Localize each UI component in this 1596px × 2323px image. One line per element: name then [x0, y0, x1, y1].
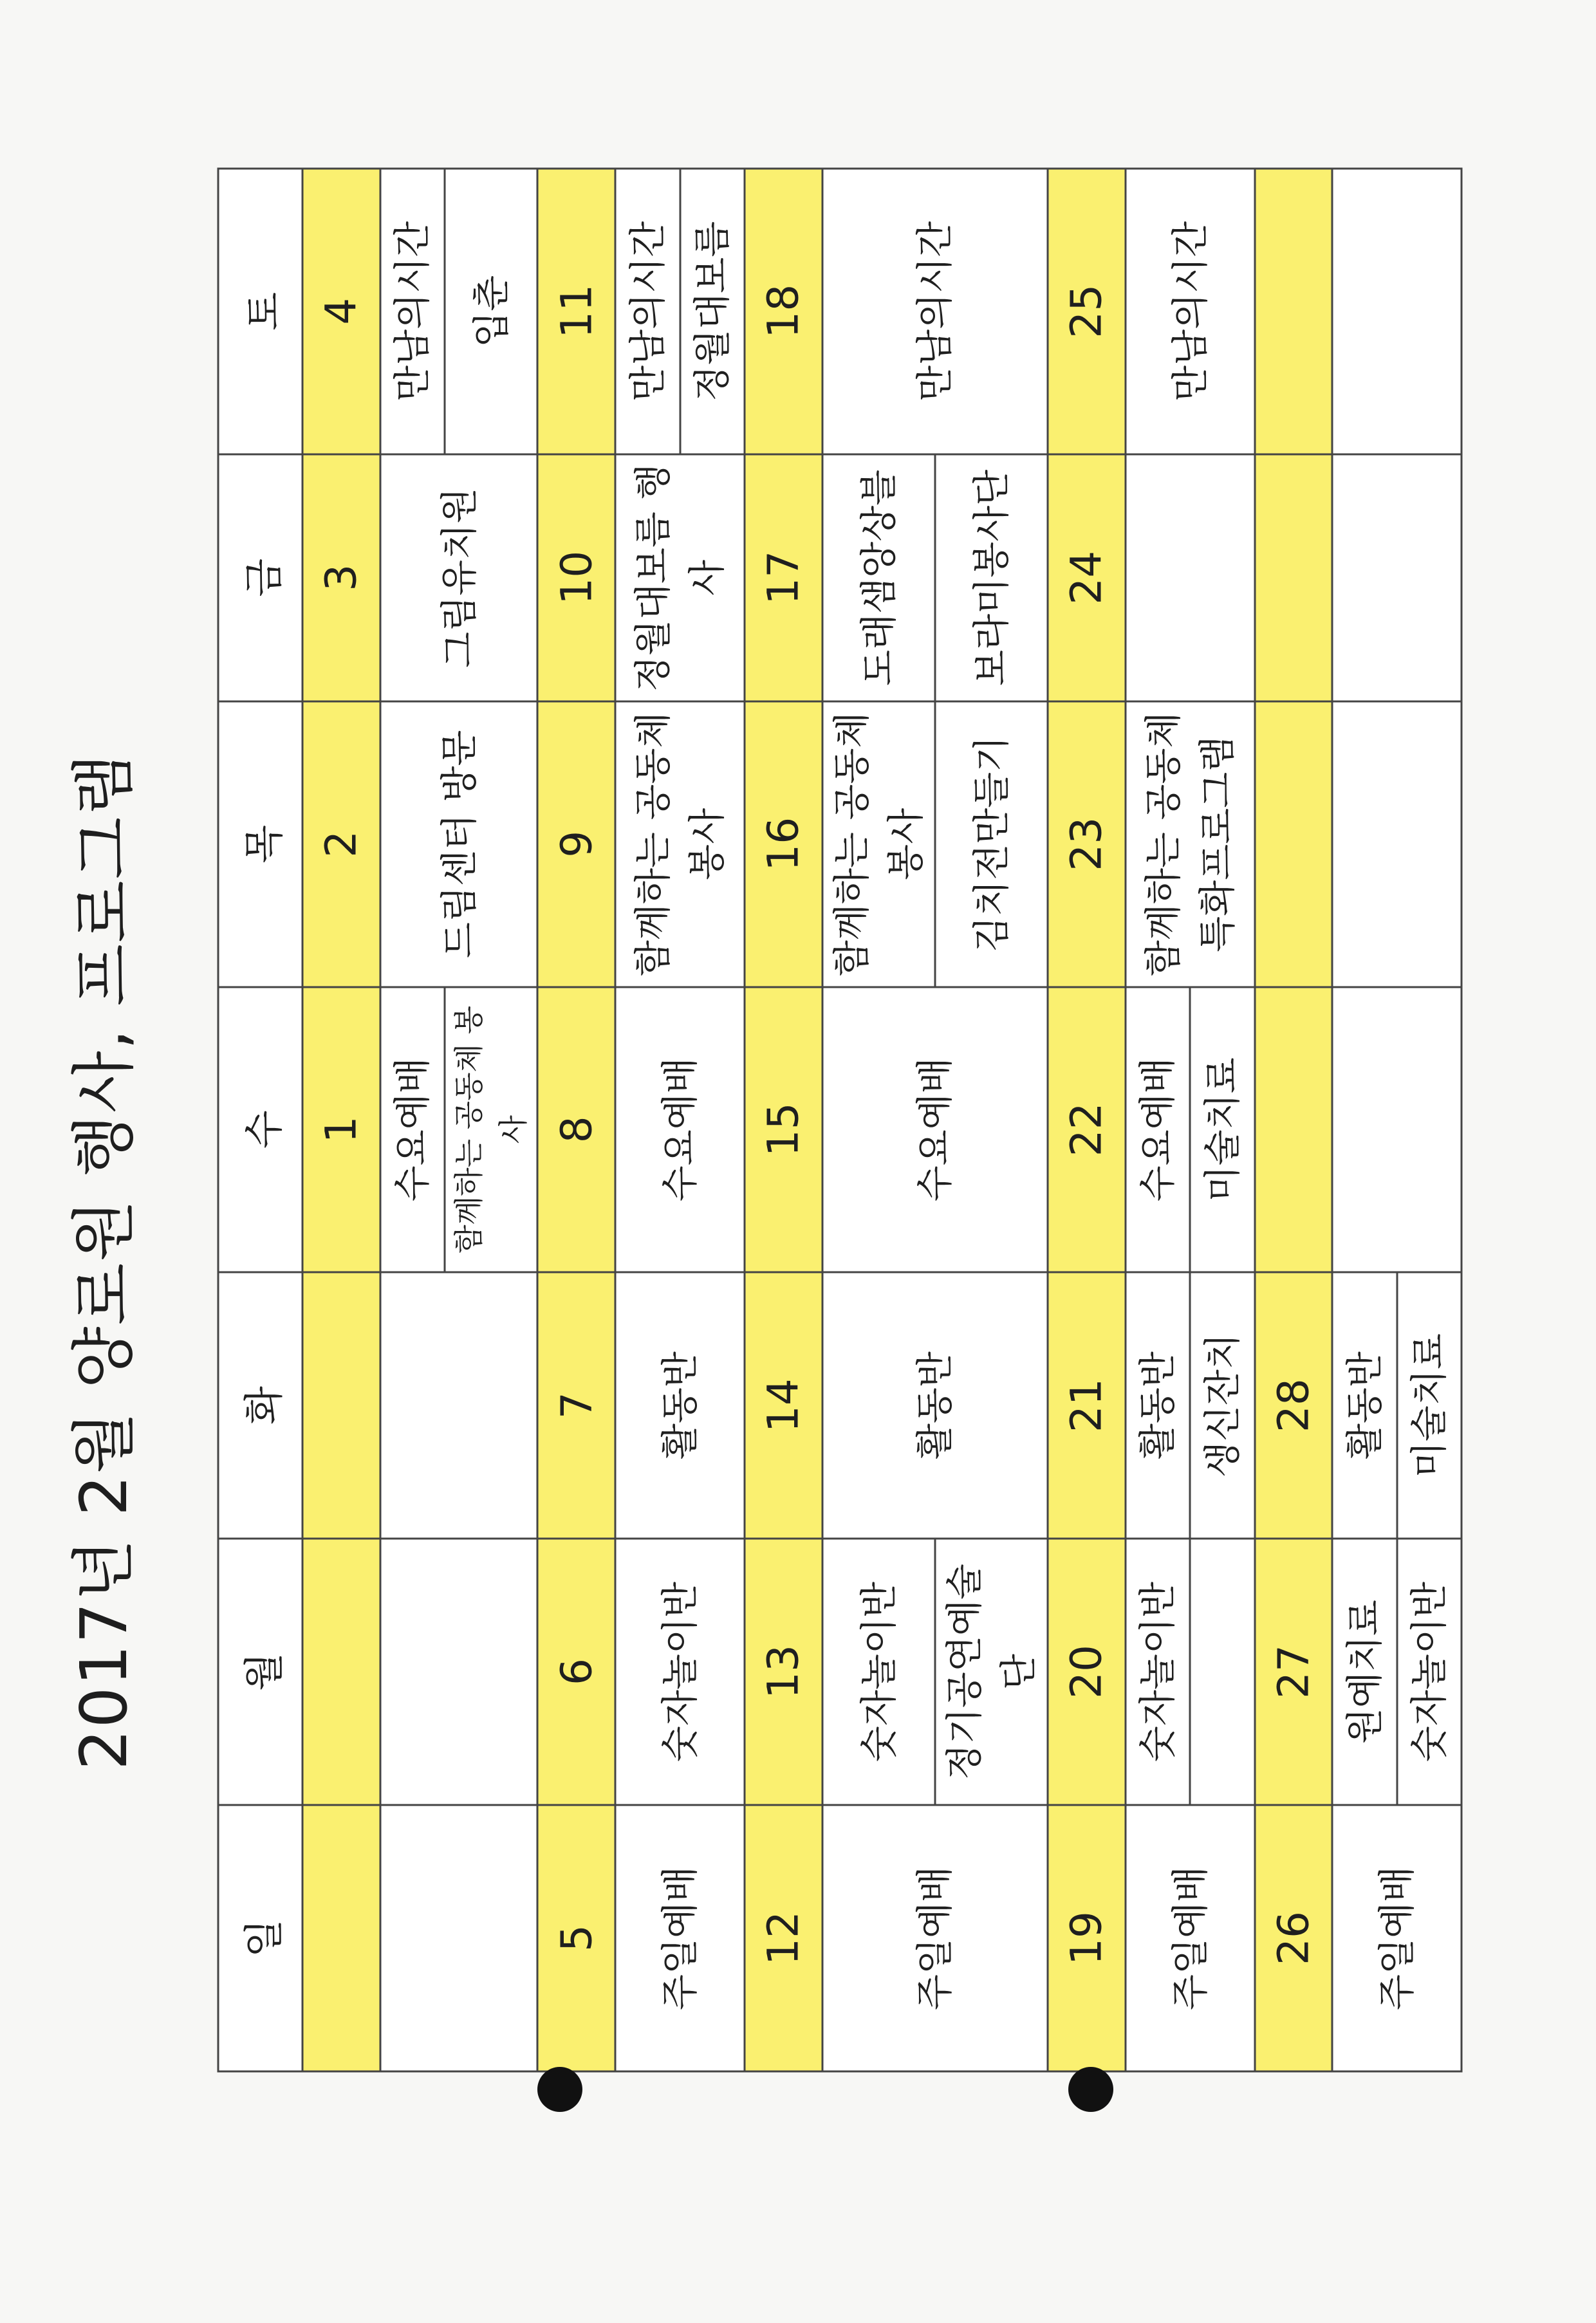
- event-cell: 함께하는 공동체 특화프로그램: [1126, 701, 1255, 987]
- event-cell: 그림유치원: [380, 454, 538, 701]
- date-cell: 25: [1048, 169, 1126, 454]
- date-cell: 13: [745, 1539, 822, 1805]
- event-cell: 드림센터 방문: [380, 701, 538, 987]
- event-cell: 원예치료: [1332, 1539, 1396, 1805]
- weekday-tue: 화: [218, 1272, 302, 1539]
- date-cell: 14: [745, 1272, 822, 1539]
- event-cell-empty: [1332, 987, 1461, 1273]
- date-row-week5: [1255, 169, 1333, 2071]
- date-cell-empty: [302, 1539, 380, 1805]
- weekday-header-row: [218, 169, 302, 2071]
- date-cell-empty: [302, 1805, 380, 2071]
- event-row-week2-a: [615, 169, 680, 2071]
- event-cell: 수요예배: [380, 987, 445, 1273]
- event-cell: 만남의시간: [822, 169, 1048, 454]
- date-cell-empty: [1255, 701, 1333, 987]
- date-cell: 24: [1048, 454, 1126, 701]
- date-row-week1: [302, 169, 380, 2071]
- event-cell: 활동반: [1332, 1272, 1396, 1539]
- date-cell: 16: [745, 701, 822, 987]
- date-cell: 6: [537, 1539, 615, 1805]
- event-cell: 만남의시간: [1126, 169, 1255, 454]
- calendar-sheet: [218, 168, 1463, 2073]
- event-cell: 정월대보름 행사: [615, 454, 745, 701]
- event-cell: 주일예배: [1126, 1805, 1255, 2071]
- event-cell-empty: [380, 1805, 538, 2071]
- event-cell: 입춘: [445, 169, 537, 454]
- binder-hole: [537, 2067, 582, 2112]
- calendar-table: [218, 168, 1463, 2073]
- date-cell: 28: [1255, 1272, 1333, 1539]
- date-row-week2: [537, 169, 615, 2071]
- date-cell: 26: [1255, 1805, 1333, 2071]
- date-cell: 3: [302, 454, 380, 701]
- event-cell: 수요예배: [615, 987, 745, 1273]
- date-cell: 2: [302, 701, 380, 987]
- event-cell: 활동반: [1126, 1272, 1190, 1539]
- date-cell: 17: [745, 454, 822, 701]
- event-row-week4-a: [1126, 169, 1190, 2071]
- date-cell: 8: [537, 987, 615, 1273]
- date-cell: 10: [537, 454, 615, 701]
- weekday-thu: 목: [218, 701, 302, 987]
- event-cell: 수요예배: [822, 987, 1048, 1273]
- weekday-wed: 수: [218, 987, 302, 1273]
- event-cell-empty: [1332, 701, 1461, 987]
- event-cell: 함께하는 공동체 봉사: [615, 701, 745, 987]
- binder-hole: [1068, 2067, 1113, 2112]
- event-cell: 함께하는 공동체 봉사: [822, 701, 935, 987]
- event-cell-empty: [380, 1272, 538, 1539]
- event-cell: 숫자놀이반: [1397, 1539, 1461, 1805]
- date-cell-empty: [1255, 987, 1333, 1273]
- date-cell: 11: [537, 169, 615, 454]
- weekday-mon: 월: [218, 1539, 302, 1805]
- event-cell-empty: [1126, 454, 1255, 701]
- date-cell: 21: [1048, 1272, 1126, 1539]
- event-cell: 숫자놀이반: [615, 1539, 745, 1805]
- event-cell-empty: [1190, 1539, 1254, 1805]
- event-row-week5-a: [1332, 169, 1396, 2071]
- date-cell: 23: [1048, 701, 1126, 987]
- event-cell: 숫자놀이반: [822, 1539, 935, 1805]
- date-cell-empty: [302, 1272, 380, 1539]
- event-cell: 김치전만들기: [935, 701, 1048, 987]
- event-cell: 함께하는 공동체 봉사: [445, 987, 537, 1273]
- event-row-week1-a: [380, 169, 445, 2071]
- event-row-week3-a: [822, 169, 935, 2071]
- event-cell: 보라미봉사단: [935, 454, 1048, 701]
- event-cell: 주일예배: [822, 1805, 1048, 2071]
- date-cell: 19: [1048, 1805, 1126, 2071]
- date-cell: 9: [537, 701, 615, 987]
- event-cell: 생신잔치: [1190, 1272, 1254, 1539]
- date-row-week3: [745, 169, 822, 2071]
- weekday-sat: 토: [218, 169, 302, 454]
- date-cell: 15: [745, 987, 822, 1273]
- weekday-sun: 일: [218, 1805, 302, 2071]
- event-cell-empty: [1332, 169, 1461, 454]
- date-cell: 5: [537, 1805, 615, 2071]
- event-cell-empty: [380, 1539, 538, 1805]
- date-cell: 12: [745, 1805, 822, 2071]
- event-cell: 수요예배: [1126, 987, 1190, 1273]
- event-cell: 정기공연예술단: [935, 1539, 1048, 1805]
- date-cell: 4: [302, 169, 380, 454]
- weekday-fri: 금: [218, 454, 302, 701]
- date-cell: 18: [745, 169, 822, 454]
- event-cell: 만남의시간: [615, 169, 680, 454]
- event-cell: 정월대보름: [680, 169, 745, 454]
- event-cell: 도래샘앙상블: [822, 454, 935, 701]
- event-cell: 활동반: [822, 1272, 1048, 1539]
- event-cell: 활동반: [615, 1272, 745, 1539]
- event-cell: 미술치료: [1190, 987, 1254, 1273]
- date-cell: 22: [1048, 987, 1126, 1273]
- event-cell: 미술치료: [1397, 1272, 1461, 1539]
- date-row-week4: [1048, 169, 1126, 2071]
- date-cell-empty: [1255, 169, 1333, 454]
- date-cell: 20: [1048, 1539, 1126, 1805]
- event-cell-empty: [1332, 454, 1461, 701]
- date-cell: 7: [537, 1272, 615, 1539]
- page-title: 2017년 2월 양로원 행사, 프로그램: [66, 752, 142, 1770]
- event-cell: 숫자놀이반: [1126, 1539, 1190, 1805]
- date-cell-empty: [1255, 454, 1333, 701]
- event-cell: 만남의시간: [380, 169, 445, 454]
- event-cell: 주일예배: [1332, 1805, 1461, 2071]
- event-cell: 주일예배: [615, 1805, 745, 2071]
- date-cell: 1: [302, 987, 380, 1273]
- date-cell: 27: [1255, 1539, 1333, 1805]
